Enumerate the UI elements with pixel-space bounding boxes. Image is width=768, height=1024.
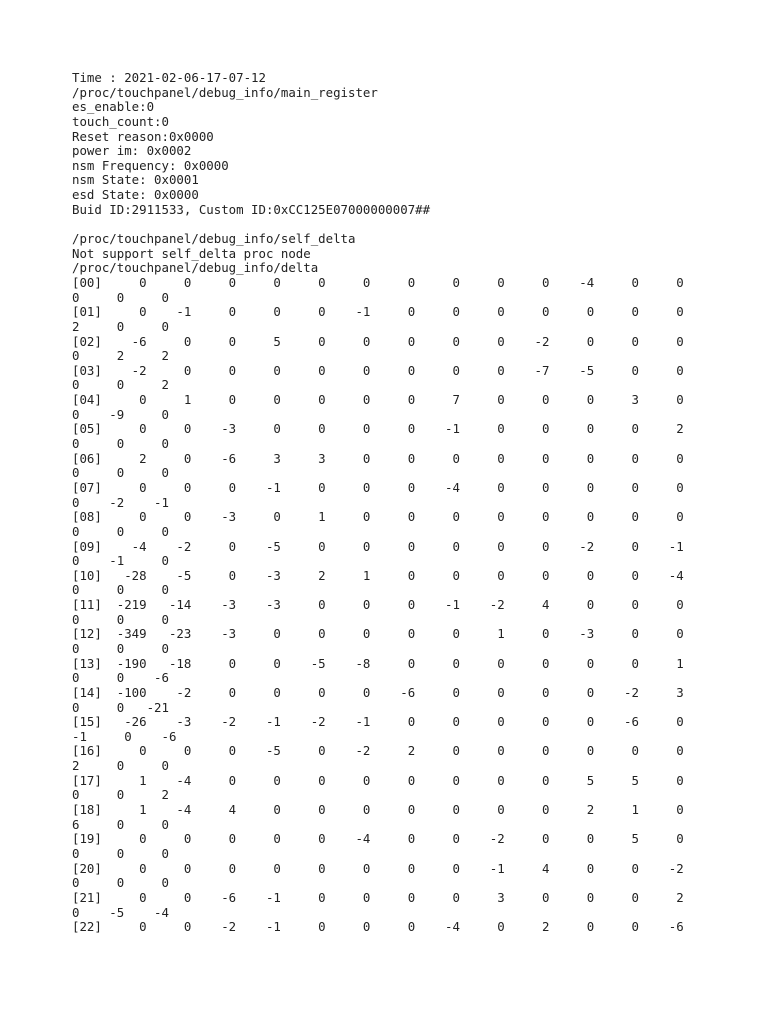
delta-row-04-wrap: 0 -9 0 <box>72 406 169 422</box>
delta-row-20-wrap: 0 0 0 <box>72 875 169 891</box>
power-im-line: power im: 0x0002 <box>72 143 192 159</box>
delta-row-14-wrap: 0 0 -21 <box>72 699 169 715</box>
delta-row-12: [12] -349 -23 -3 0 0 0 0 0 1 0 -3 0 0 <box>72 626 684 642</box>
delta-row-22: [22] 0 0 -2 -1 0 0 0 -4 0 2 0 0 -6 <box>72 919 684 935</box>
delta-row-21: [21] 0 0 -6 -1 0 0 0 0 3 0 0 0 2 <box>72 889 684 905</box>
delta-row-12-wrap: 0 0 0 <box>72 640 169 656</box>
delta-row-09: [09] -4 -2 0 -5 0 0 0 0 0 0 -2 0 -1 <box>72 538 684 554</box>
delta-row-10-wrap: 0 0 0 <box>72 582 169 598</box>
delta-path: /proc/touchpanel/debug_info/delta <box>72 260 319 276</box>
delta-row-16: [16] 0 0 0 -5 0 -2 2 0 0 0 0 0 0 <box>72 743 684 759</box>
delta-row-13-wrap: 0 0 -6 <box>72 670 169 686</box>
delta-row-09-wrap: 0 -1 0 <box>72 553 169 569</box>
delta-row-03: [03] -2 0 0 0 0 0 0 0 0 -7 -5 0 0 <box>72 362 684 378</box>
delta-row-06-wrap: 0 0 0 <box>72 465 169 481</box>
buid-line: Buid ID:2911533, Custom ID:0xCC125E07000000007## <box>72 201 431 217</box>
es-enable-line: es_enable:0 <box>72 99 155 115</box>
delta-row-08-wrap: 0 0 0 <box>72 523 169 539</box>
delta-row-19-wrap: 0 0 0 <box>72 845 169 861</box>
delta-row-16-wrap: 2 0 0 <box>72 758 169 774</box>
nsm-frequency-line: nsm Frequency: 0x0000 <box>72 157 229 173</box>
delta-row-06: [06] 2 0 -6 3 3 0 0 0 0 0 0 0 0 <box>72 450 684 466</box>
time-line: Time : 2021-02-06-17-07-12 <box>72 70 266 85</box>
delta-row-07-wrap: 0 -2 -1 <box>72 494 169 510</box>
self-delta-message: Not support self_delta proc node <box>72 245 311 261</box>
delta-row-15: [15] -26 -3 -2 -1 -2 -1 0 0 0 0 0 -6 0 <box>72 714 684 730</box>
delta-row-21-wrap: 0 -5 -4 <box>72 904 169 920</box>
delta-row-00-wrap: 0 0 0 <box>72 289 169 305</box>
delta-row-14: [14] -100 -2 0 0 0 0 -6 0 0 0 0 -2 3 <box>72 684 684 700</box>
self-delta-path: /proc/touchpanel/debug_info/self_delta <box>72 231 356 247</box>
log-document <box>72 71 732 935</box>
delta-row-17: [17] 1 -4 0 0 0 0 0 0 0 0 5 5 0 <box>72 772 684 788</box>
esd-state-line: esd State: 0x0000 <box>72 187 199 203</box>
delta-row-01: [01] 0 -1 0 0 0 -1 0 0 0 0 0 0 0 <box>72 304 684 320</box>
delta-row-08: [08] 0 0 -3 0 1 0 0 0 0 0 0 0 0 <box>72 509 684 525</box>
blank-line <box>72 217 732 232</box>
delta-row-05-wrap: 0 0 0 <box>72 436 169 452</box>
delta-row-11: [11] -219 -14 -3 -3 0 0 0 -1 -2 4 0 0 0 <box>72 597 684 613</box>
touch-count-line: touch_count:0 <box>72 113 169 129</box>
delta-row-02: [02] -6 0 0 5 0 0 0 0 0 -2 0 0 0 <box>72 333 684 349</box>
delta-row-18-wrap: 6 0 0 <box>72 816 169 832</box>
delta-row-10: [10] -28 -5 0 -3 2 1 0 0 0 0 0 0 -4 <box>72 567 684 583</box>
delta-row-05: [05] 0 0 -3 0 0 0 0 -1 0 0 0 0 2 <box>72 421 684 437</box>
delta-row-00: [00] 0 0 0 0 0 0 0 0 0 0 -4 0 0 <box>72 274 684 290</box>
delta-row-13: [13] -190 -18 0 0 -5 -8 0 0 0 0 0 0 1 <box>72 655 684 671</box>
delta-row-19: [19] 0 0 0 0 0 -4 0 0 -2 0 0 5 0 <box>72 831 684 847</box>
delta-row-17-wrap: 0 0 2 <box>72 787 169 803</box>
delta-row-20: [20] 0 0 0 0 0 0 0 0 -1 4 0 0 -2 <box>72 860 684 876</box>
delta-table <box>72 276 732 935</box>
delta-row-03-wrap: 0 0 2 <box>72 377 169 393</box>
nsm-state-line: nsm State: 0x0001 <box>72 172 199 188</box>
delta-row-02-wrap: 0 2 2 <box>72 348 169 364</box>
main-register-path: /proc/touchpanel/debug_info/main_register <box>72 84 378 100</box>
delta-row-07: [07] 0 0 0 -1 0 0 0 -4 0 0 0 0 0 <box>72 479 684 495</box>
delta-row-18: [18] 1 -4 4 0 0 0 0 0 0 0 2 1 0 <box>72 802 684 818</box>
delta-row-15-wrap: -1 0 -6 <box>72 728 177 744</box>
delta-row-04: [04] 0 1 0 0 0 0 0 7 0 0 0 3 0 <box>72 392 684 408</box>
delta-row-11-wrap: 0 0 0 <box>72 611 169 627</box>
reset-reason-line: Reset reason:0x0000 <box>72 128 214 144</box>
delta-row-01-wrap: 2 0 0 <box>72 318 169 334</box>
